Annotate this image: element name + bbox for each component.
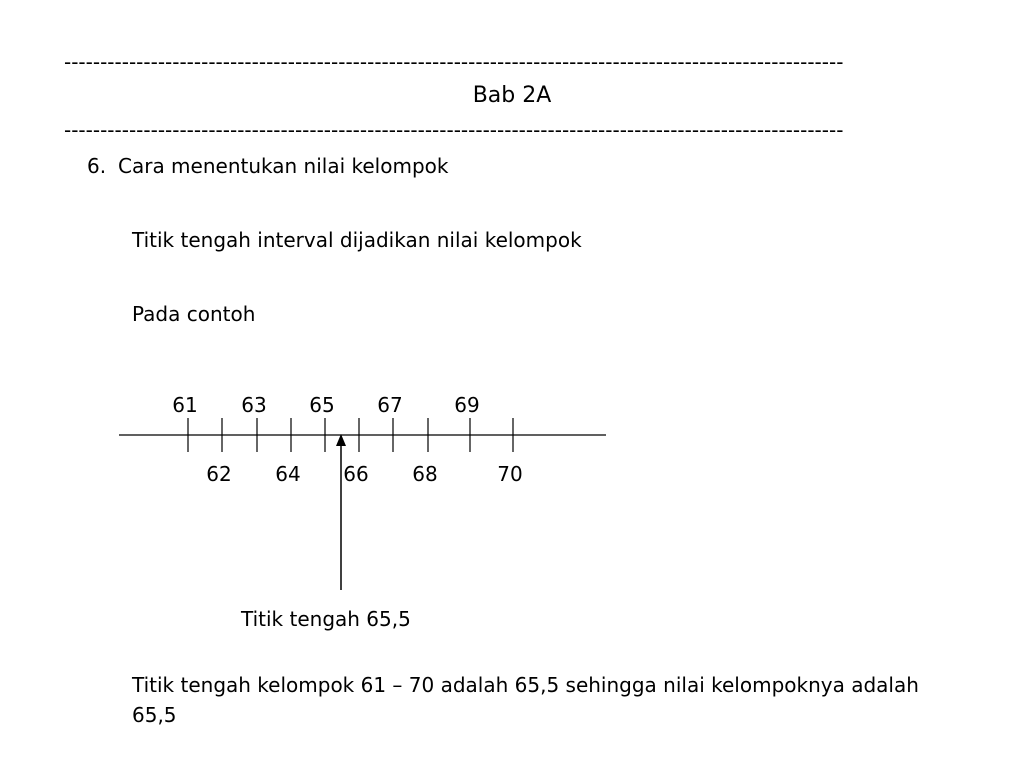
item-number: 6.	[87, 154, 107, 178]
tick-label-70: 70	[497, 462, 523, 486]
tick-label-68: 68	[412, 462, 438, 486]
tick-label-65: 65	[309, 393, 335, 417]
tick-label-69: 69	[454, 393, 480, 417]
tick-label-66: 66	[343, 462, 369, 486]
tick-label-63: 63	[241, 393, 267, 417]
item-heading: Cara menentukan nilai kelompok	[118, 154, 449, 178]
body-line-1: Titik tengah interval dijadikan nilai kelompok	[132, 228, 582, 252]
tick-label-64: 64	[275, 462, 301, 486]
number-line-lower-labels	[206, 462, 522, 486]
body-line-2: Pada contoh	[132, 302, 256, 326]
number-line-upper-labels	[172, 393, 479, 417]
tick-label-67: 67	[377, 393, 403, 417]
midpoint-label: Titik tengah 65,5	[241, 607, 411, 631]
tick-label-61: 61	[172, 393, 198, 417]
tick-label-62: 62	[206, 462, 232, 486]
midpoint-arrow-head	[336, 434, 346, 446]
page-title: Bab 2A	[472, 83, 552, 108]
header-divider-bottom: ------------------------------------------------------------------------------------------------------------	[64, 118, 844, 142]
conclusion-text: Titik tengah kelompok 61 – 70 adalah 65,5 sehingga nilai kelompoknya adalah 65,5	[132, 673, 919, 727]
header-divider-top: ------------------------------------------------------------------------------------------------------------	[64, 50, 844, 74]
